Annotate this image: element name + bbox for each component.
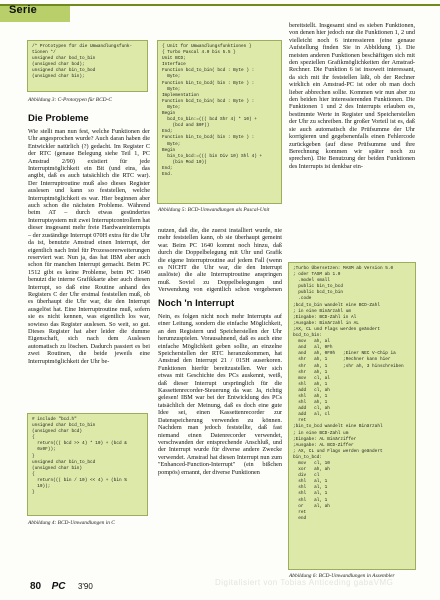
code-block-pascal: { Unit für Umwandlungsfunktionen } { Turbo Pascal 4.0 bis 5.5 } Unit BCD; Interface Function bcd_to_bin( bcd : Byte ) : Byte; Function bin_to_bcd( bin : Byte ) : Byte; Implementation Function bcd_to_bin( bcd : Byte ) : Byte; Begin bcd_to_bin:=((( bcd Shr 4) * 10) + (bcd and $0F)) End; Function bin_to_bcd( bin : Byte ) : Byte; Begin bin_to_bcd:=((( bin Div 10) Shl 4) + (bin Mod 10)) End; End.: [157, 40, 282, 204]
issue-number: 3'90: [77, 582, 93, 591]
body-text-column-1: Wie stellt man nun fest, welche Funktionen der Uhr angesprochen wurde? Auch daran haben die Entwickler natürlich (?) gedacht. Im Register C der RTC (genaue Belegung siehe Teil 1, PC Amstrad 2/90) existiert für jede Interruptmöglichkeit ein Bit (und eins, das angibt, daß es auch tatsächlich die RTC war). Der Interruptroutine muß also dieses Register auslesen und kann so feststellen, welche Interruptmöglichkeit es war. Hier beginnen aber auch schon die nächsten Probleme. Während beim AT – durch etwas gesündertes Interruptsystem mit zwei Interruptcontrollern hat dieser insgesamt mehr freie Hardwareinterrupts – der zuständige Interrupt 070H extra für die Uhr da ist, benutzte Amstrad einen Interrupt, der eigentlich nach Intel für Prozessorerweiterungen reserviert war. Nun ja, das hat IBM aber auch schon für manchen Interrupt gemacht. Beim PC 1512 gibt es keine Probleme, beim PC 1640 benutzt die interne Grafikkarte aber auch diesen Interrupt, so daß eine Routine anhand des Registers C der Uhr erstmal feststellen muß, ob es überhaupt die Uhr war, die den Interrupt ausgelöst hat. Eine Interruptroutine muß, sofern sie es nicht kennen, was eigentlich los war, sowieso das Register auslesen. So weit, so gut. Dieses Register hat aber leider die dumme Eigenschaft, sich nach dem Auslesen automatisch zu löschen. Dadurch passiert es bei zwei Routinen, die beide jeweils eine Interruptmöglichkeit der Uhr be-: [28, 128, 150, 365]
caption-fig3: Abbildung 3: C-Prototypen für BCD-C: [28, 97, 112, 103]
digitization-watermark: Digitalisiert von Tobias Anticeding gabaVMG: [215, 578, 394, 587]
code-block-c-impl: # include "bcd.h" unsigned char bcd_to_bin (unsigned char bcd) { return((( bcd >> 4) * 10) + (bcd & 0x0F)); } unsigned char bin_to_bcd (unsigned char bin) { return((( bin / 10) << 4) + (bin % 10)); }: [27, 413, 148, 516]
body-text-column-2b: Nein, es folgen nicht noch mehr Interrupts auf einer Leitung, sondern die einfache Möglichkeit, an den Registern und Speicherstellen der Uhr herumzuspielen. Vorausahnend, daß es auch eine einfache Möglichkeit geben sollte, an einzelne Speicherstellen der RTC heranzukommen, hat Amstrad den Interrupt 21 / 015H auserkoren. Funktionen hierfür bereitzustellen. Wer sich etwas mit Geschichte des PCs auskennt, weiß, daß dieser Interrupt ursprünglich für die Kassettenrecorder-Steuerung da war. Ja, richtig gelesen! IBM war bei der Entwicklung des PCs tatsächlich der Meinung, daß es doch eine gute Idee sei, einen Kassettenrecorder zur Datenspeicherung verwenden zu können. Nachdem man jedoch feststellte, daß fast niemand einen Datenrecorder verwendet, verschwanden der entsprechende Anschluß, und der Interrupt wurde für diverse andere Zwecke verwendet. Amstrad hat diesen Interrupt nun zum "Enhanced-Function-Interrupt" (ein bißchen pompös) ernannt, der diverse Funktionen: [158, 313, 282, 476]
body-text-column-2a: nutzen, daß die, die zuerst installiert wurde, nie mehr feststellen kann, ob sie überhaupt gemeint war. Beim PC 1640 kommt noch hinzu, daß durch die Doppelbelegung mit Uhr und Grafik die eigene Interruptroutine auf jedem Fall (wenn es NICHT die Uhr war, die den Interrupt auslöste) die alte Interruptroutine anspringen muß. Soviel zu Doppelbelegungen und Verwendung von eigentlich schon vergebenen: [158, 227, 282, 294]
page-footer: [30, 576, 93, 594]
code-block-assembler: ;Turbo Übersetzen: MASM ab Version 5.0 ; oder TASM ab 1.0 .model small public bin_to_bcd public bcd_to_bin .code ;bcd_to_bin wandelt eine BCD-Zahl ; in eine Binärzahl um ;Eingabe: BCD-Zahl in Al ;Ausgabe: Binärzahl in AL ;AX, CL und Flags werden geändert bcd_to_bin: mov ah, al and al, 0Fh and ah, 0F0h ;Einer NEC V-Chip ia shr ah, 1 ;Rechner kann hier shr ah, 1 ;shr ah, 3 hinschreiben shr ah, 1 mov cl, al shl ah, 1 add cl, ah shl ah, 1 shl ah, 1 add cl, ah add al, cl ret ;bin_to_bcd wandelt eine Binärzahl ; in eine BCD-Zahl um ;Eingabe: AL Binärziffer ;Ausgabe: AL BCD-Ziffer ; AX, CL und Flags werden geändert bin_to_bcd: mov cl, 10 xor ah, ah div cl shl al, 1 shl al, 1 shl al, 1 shl al, 1 or al, ah ret end: [288, 262, 416, 570]
body-text-column-3: bereitstellt. Insgesamt sind es sieben Funktionen, von denen hier jedoch nur die Funktionen 1, 2 und vielleicht noch 6 interessieren (eine genaue Aufstellung finden Sie in Abbildung 1). Die meisten anderen Funktionen beschäftigen sich mit den speziellen Grafikmöglichkeiten der Amstrad-Rechner. Die Funktion 6 ist insoweit interessant, da sich mit ihr feststellen läßt, ob der Rechner wirklich ein Amstrad-PC ist oder ob man doch lieber abbrechen sollte. Kommen wir nun aber zu den beiden hier interessierenden Funktionen. Die Funktionen 1 und 2 des Interrupts erlauben es, bestimmte Werte in Register und Speicherstellen der Uhr zu schreiben. Ihr großer Vorteil ist es, daß sie auch automatisch die Prüfsumme der Uhr korrigieren und gegebenenfalls einen Fehlercode zurückgeben (auf diese Prüfsumme und ihre Berechnung kommen wir später noch zu sprechen). Die Benutzung der beiden Funktionen des Interrupts ist denkbar ein-: [289, 22, 415, 170]
caption-fig6: Abbildung 6: BCD-Umwandlungen in Assembler: [289, 573, 395, 579]
caption-fig5: Abbildung 5: BCD-Umwandlungen als Pascal-Unit: [158, 207, 270, 213]
page-number: 80: [30, 581, 42, 592]
section-label: Serie: [9, 4, 37, 16]
code-block-prototypes: /* Prototypen für die Umwandlungsfunk- tionen */ unsigned char bod_to_bin (unsigned char bod); unsigned char bin_to_bod (unsigned char bin);: [27, 40, 148, 92]
heading-die-probleme: Die Probleme: [28, 113, 89, 124]
section-header: [0, 0, 440, 22]
header-rule: [70, 4, 440, 6]
magazine-name: PC: [51, 581, 66, 592]
heading-interrupt: Noch 'n Interrupt: [158, 298, 235, 309]
caption-fig4: Abbildung 4: BCD-Umwandlungen in C: [28, 520, 115, 526]
